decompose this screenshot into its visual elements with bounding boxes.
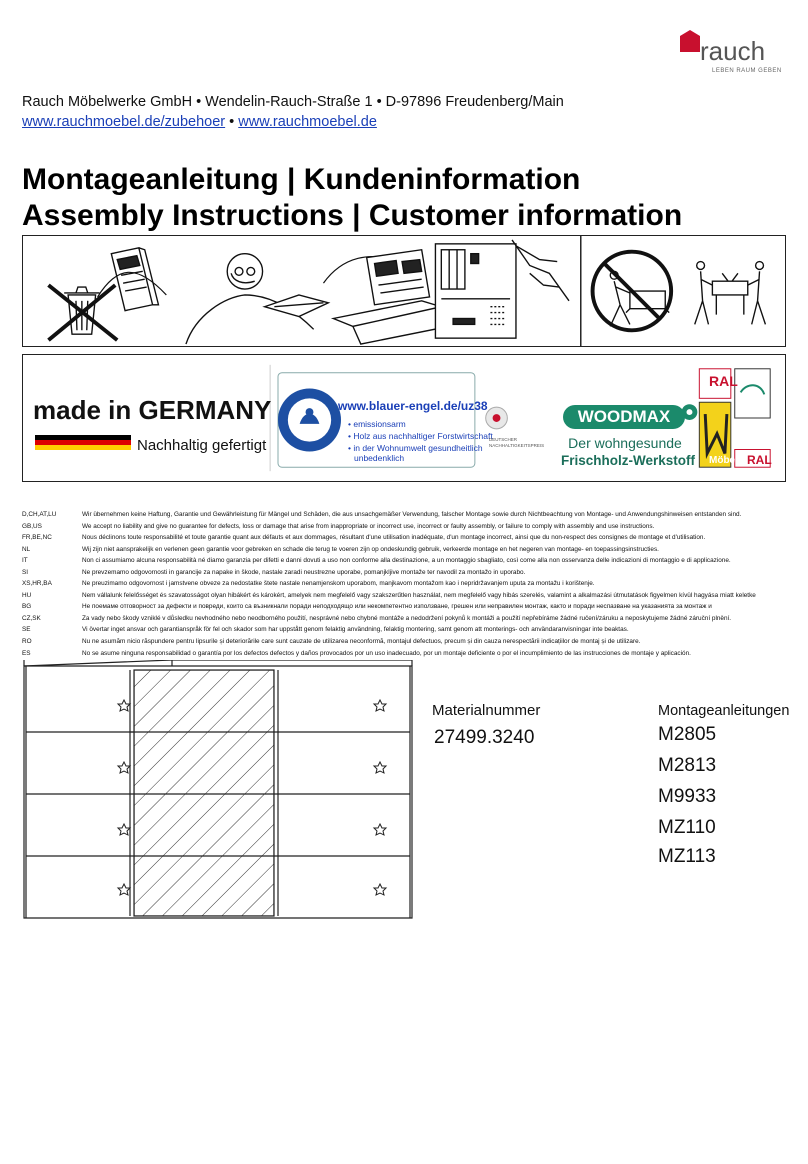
prize-line: NACHHALTIGKEITSPREIS <box>489 443 545 448</box>
country-code: HU <box>22 591 32 599</box>
disclaimer-text: Nem vállalunk felelősséget és szavatosságot olyan hibákért és károkért, amelyek nem megfelelő vagy szakszerűtlen használat, nem megfelelő vagy hibás szerelés, valamint a alkalmazási útmutatások figyelmen kívül hagyása miatt keletke <box>82 591 756 599</box>
made-in-germany: made in GERMANY <box>33 395 272 425</box>
accessories-link[interactable]: www.rauchmoebel.de/zubehoer <box>22 114 226 130</box>
woodmax-sub: Der wohngesunde <box>568 435 682 451</box>
prize-line: DEUTSCHER <box>489 437 518 442</box>
logo-wordmark: rauch <box>700 36 766 66</box>
manual-number: M9933 <box>658 786 717 807</box>
disclaimer-row <box>22 509 788 521</box>
disclaimer-row <box>22 532 788 544</box>
disclaimer-text: Vi övertar inget ansvar och garantianspråk för fel och skador som har uppstått genom felaktig användning, felaktig montering, samt genom att monterings- och användaranvisningar inte beaktas. <box>82 626 629 634</box>
german-flag-icon <box>35 435 131 450</box>
disclaimer-row <box>22 567 788 579</box>
manual-number: M2813 <box>658 755 717 776</box>
disclaimer-text: No se asume ninguna responsabilidad o garantía por los defectos defectos y daños provocados por un uso inadecuado, por un montaje deficiente o por el incumplimiento de las instrucciones de montaje y aplicación. <box>82 649 691 657</box>
disclaimer-row <box>22 544 788 556</box>
disclaimer-text: Za vady nebo škody vzniklé v důsledku nevhodného nebo neodborného použití, nesprávné nebo chybné montáže a nedodržení pokynů k montáži a použití nepřebíráme žádné ručení/záruku a neposkytujeme žádné záruční plnění. <box>82 614 732 622</box>
disclaimer-text: Nous déclinons toute responsabilité et toute garantie quant aux défauts et aux dommages, résultant d'une utilisation inadéquate, d'un montage incorrect, ainsi que du non-respect des consignes de montage et d'utilisation. <box>82 534 706 542</box>
moebel-label: Möbel <box>709 455 738 466</box>
country-code: SI <box>22 568 29 576</box>
disclaimer-text: Не поемаме отговорност за дефекти и повреди, които са възникнали поради неподходящо или некомпетентно използване, грешен или неправилен монтаж, както и поради неспазване на указанията за монтаж и <box>82 603 712 611</box>
disclaimer-row <box>22 601 788 613</box>
company-address: Rauch Möbelwerke GmbH • Wendelin-Rauch-Straße 1 • D-97896 Freudenberg/Main <box>22 94 564 110</box>
blauer-engel-line: • emissionsarm <box>348 419 406 429</box>
disclaimer-row <box>22 590 788 602</box>
country-code: GB,US <box>22 522 42 530</box>
rauch-logo-mark <box>676 28 702 54</box>
title-german: Montageanleitung | Kundeninformation <box>22 163 581 196</box>
disclaimer-row <box>22 648 788 660</box>
logo-tagline: LEBEN RAUM GEBEN <box>712 68 782 74</box>
disclaimer-text: Non ci assumiamo alcuna responsabilità né diamo garanzia per difetti e danni dovuti a uso non conforme alla destinazione, a un montaggio sbagliato, così come alla non osservanza delle indicazioni di montaggio e di applicazione. <box>82 557 731 565</box>
assembly-sheet-icon <box>435 240 569 338</box>
country-code: BG <box>22 603 32 611</box>
country-code: IT <box>22 557 28 565</box>
assembly-manuals-label: Montageanleitungen <box>658 703 790 719</box>
material-number: 27499.3240 <box>434 727 535 748</box>
country-code: SE <box>22 626 31 634</box>
country-code: NL <box>22 545 31 553</box>
disclaimer-row <box>22 636 788 648</box>
manual-number: MZ110 <box>658 817 716 838</box>
blauer-engel-line: • in der Wohnumwelt gesundheitlich <box>348 443 483 453</box>
ral-label: RAL <box>709 373 738 389</box>
disclaimer-text: Ne preuzimamo odgovornost i jamstvene obveze za nedostatke štete nastale nenamjenskom uporabom, manjkavom montažom kao i nepridržavanjem uputa za montažu i korištenje. <box>82 580 595 588</box>
country-code: XS,HR,BA <box>22 580 52 588</box>
manual-number: M2805 <box>658 724 717 745</box>
disclaimer-row <box>22 613 788 625</box>
disclaimer-text: Nu ne asumăm nicio răspundere pentru lipsurile și deteriorările care sunt cauzate de utilizarea neconformă, montajul defectuos, precum și din cauza nerespectării indicațiilor de montaj și de utilizare. <box>82 638 641 646</box>
woodmax-title: WOODMAX <box>563 405 685 429</box>
manual-number: MZ113 <box>658 846 716 867</box>
disclaimer-text: Ne prevzemamo odgovornosti in garancije za napake in škode, nastale zaradi neustrezne uporabe, pomanjkljive montaže ter navodil za montažo in uporabo. <box>82 568 526 576</box>
wardrobe-drawing <box>22 660 414 925</box>
disclaimer-row <box>22 578 788 590</box>
disclaimer-row <box>22 624 788 636</box>
material-number-label: Materialnummer <box>432 702 541 719</box>
two-person-lift-icon <box>695 262 766 325</box>
rauch-logo <box>676 28 788 78</box>
no-trash-icon <box>48 285 117 340</box>
disclaimer-row <box>22 521 788 533</box>
disclaimer-text: Wij zijn niet aansprakelijk en verlenen geen garantie voor gebreken en schade die terug te voeren zijn op ondeskundig gebruik, verkeerde montage en het negeren van montage- en toepassingsinstructies. <box>82 545 659 553</box>
country-code: D,CH,AT,LU <box>22 511 57 518</box>
disclaimer-text: Wir übernehmen keine Haftung, Garantie und Gewährleistung für Mängel und Schäden, die aus unsachgemäßer Verwendung, falscher Montage sowie durch Nichtbeachtung von Montage- und Anwendungshinweisen entstanden sind. <box>82 511 742 518</box>
blauer-engel-url: www.blauer-engel.de/uz38 <box>338 399 488 413</box>
disclaimer-text: We accept no liability and give no guarantee for defects, loss or damage that arise from inappropriate or incorrect use, incorrect or faulty assembly, or failure to comply with assembly and use instructions. <box>82 522 655 530</box>
ral-label-2: RAL <box>747 453 772 467</box>
country-code: RO <box>22 638 32 646</box>
company-links <box>22 114 377 130</box>
woodmax-sub2: Frischholz-Werkstoff <box>561 453 696 468</box>
country-code: FR,BE,NC <box>22 534 52 542</box>
made-in-germany-sub: Nachhaltig gefertigt <box>137 437 267 454</box>
manual-book-icon <box>111 248 158 311</box>
file-folder-icon <box>333 250 449 344</box>
reading-person-icon <box>186 254 328 344</box>
title-english: Assembly Instructions | Customer information <box>22 199 683 232</box>
certificates-banner <box>22 354 786 482</box>
link-separator: • <box>229 114 235 130</box>
country-code: CZ,SK <box>22 614 41 622</box>
disclaimer-row <box>22 555 788 567</box>
blauer-engel-line: unbedenklich <box>354 453 405 463</box>
blauer-engel-line: • Holz aus nachhaltiger Forstwirtschaft <box>348 431 493 441</box>
disclaimer-list <box>22 509 788 659</box>
homepage-link[interactable]: www.rauchmoebel.de <box>238 114 377 130</box>
country-code: ES <box>22 649 31 657</box>
no-dragging-icon <box>593 252 672 331</box>
instruction-pictograms <box>22 235 786 347</box>
